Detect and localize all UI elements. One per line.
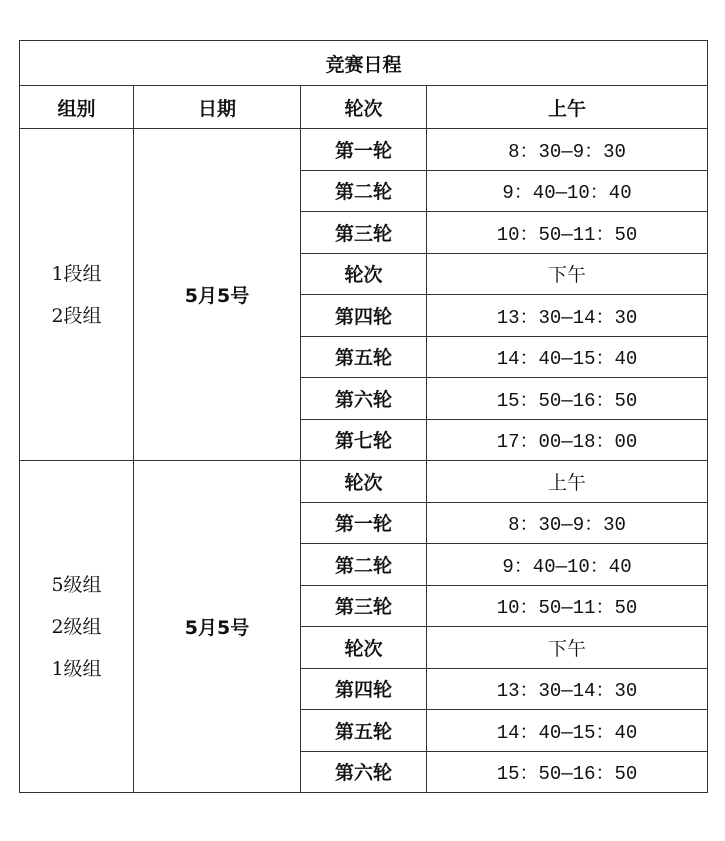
group-label: 1级组 <box>51 657 102 680</box>
time-cell: 9：40—10：40 <box>427 544 708 586</box>
group-cell <box>20 129 134 461</box>
time-cell: 10：50—11：50 <box>427 585 708 627</box>
round-cell: 第七轮 <box>301 419 427 461</box>
header-round: 轮次 <box>301 86 427 129</box>
round-cell: 第一轮 <box>301 502 427 544</box>
round-cell: 第四轮 <box>301 668 427 710</box>
round-cell: 第五轮 <box>301 336 427 378</box>
round-cell: 第二轮 <box>301 544 427 586</box>
group-label: 5级组 <box>51 573 102 596</box>
time-cell: 上午 <box>427 461 708 503</box>
time-cell: 13：30—14：30 <box>427 668 708 710</box>
header-group: 组别 <box>20 86 134 129</box>
time-cell: 9：40—10：40 <box>427 170 708 212</box>
time-cell: 8：30—9：30 <box>427 502 708 544</box>
time-cell: 10：50—11：50 <box>427 212 708 254</box>
time-cell: 15：50—16：50 <box>427 378 708 420</box>
time-cell: 下午 <box>427 253 708 295</box>
round-cell: 第二轮 <box>301 170 427 212</box>
round-cell: 第三轮 <box>301 212 427 254</box>
round-cell: 第三轮 <box>301 585 427 627</box>
round-cell: 第六轮 <box>301 378 427 420</box>
header-date: 日期 <box>134 86 301 129</box>
table-title: 竞赛日程 <box>20 41 708 86</box>
time-cell: 14：40—15：40 <box>427 336 708 378</box>
round-cell: 第五轮 <box>301 710 427 752</box>
time-cell: 下午 <box>427 627 708 669</box>
group-label: 2级组 <box>51 615 102 638</box>
round-cell: 第六轮 <box>301 751 427 793</box>
time-cell: 14：40—15：40 <box>427 710 708 752</box>
schedule-table <box>19 40 708 793</box>
round-cell: 第一轮 <box>301 129 427 171</box>
time-cell: 15：50—16：50 <box>427 751 708 793</box>
round-cell: 轮次 <box>301 253 427 295</box>
group-label: 2段组 <box>51 304 102 327</box>
time-cell: 17：00—18：00 <box>427 419 708 461</box>
round-cell: 轮次 <box>301 627 427 669</box>
time-cell: 13：30—14：30 <box>427 295 708 337</box>
group-cell <box>20 461 134 793</box>
group-label: 1段组 <box>51 262 102 285</box>
date-cell: 5月5号 <box>134 461 301 793</box>
round-cell: 第四轮 <box>301 295 427 337</box>
date-cell: 5月5号 <box>134 129 301 461</box>
round-cell: 轮次 <box>301 461 427 503</box>
time-cell: 8：30—9：30 <box>427 129 708 171</box>
header-morning: 上午 <box>427 86 708 129</box>
